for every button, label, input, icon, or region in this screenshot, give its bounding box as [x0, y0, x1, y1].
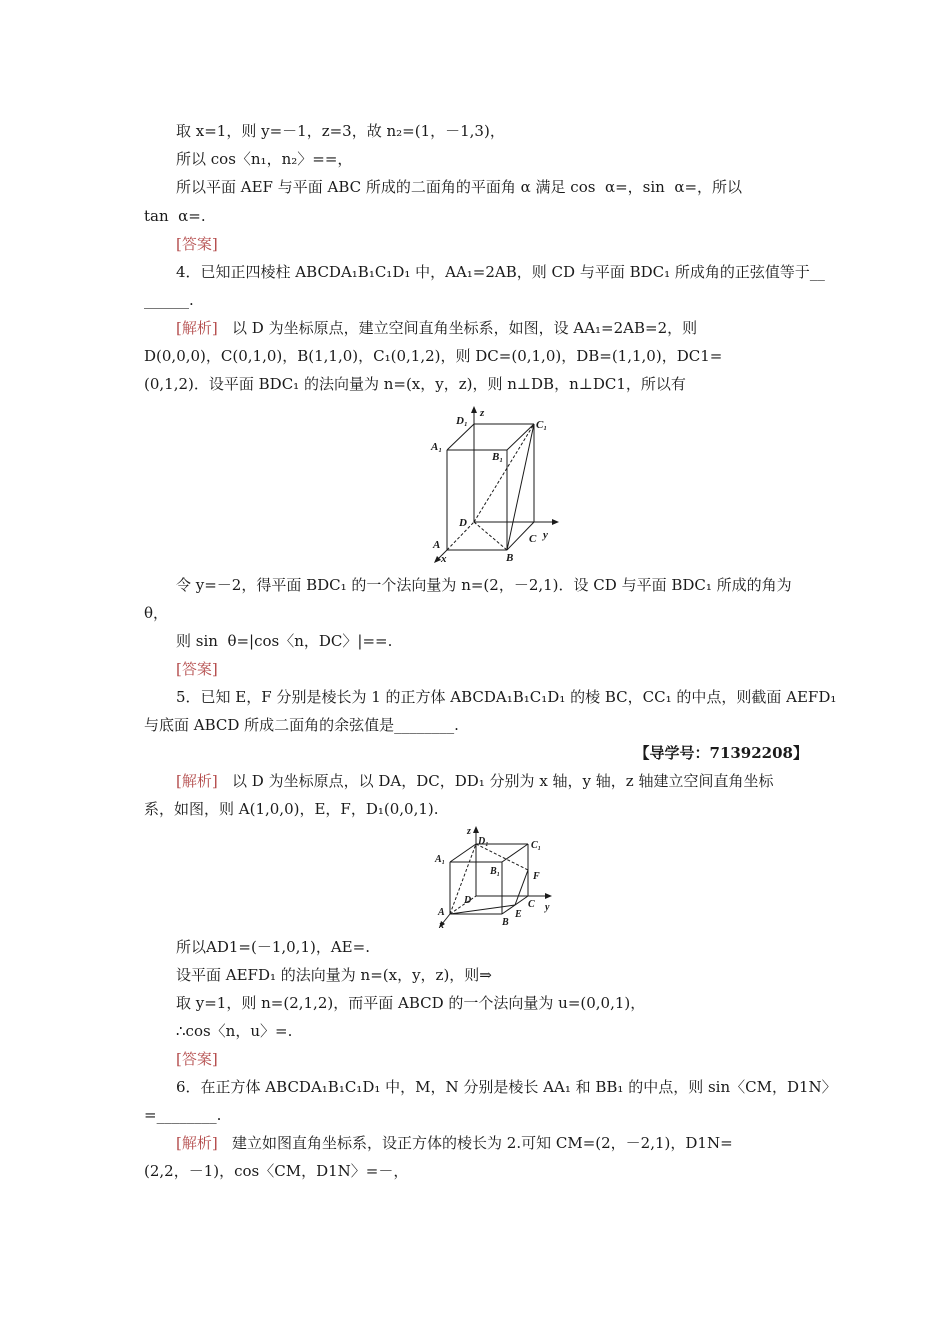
- axis-label: y: [545, 902, 550, 913]
- vertex-label: C₁: [531, 840, 542, 851]
- analysis-tag: [解析]: [176, 319, 218, 337]
- vertex-label: C: [528, 899, 535, 910]
- question-5: 5．已知 E，F 分别是棱长为 1 的正方体 ABCDA₁B₁C₁D₁ 的棱 BC，CC₁ 的中点，则截面 AEFD₁: [176, 688, 837, 706]
- guide-number: 【导学号：71392208】: [634, 744, 808, 762]
- text-line: 所以 cos〈n₁，n₂〉==，: [176, 150, 353, 168]
- text-line: (2,2，－1)，cos〈CM，D1N〉=－，: [144, 1162, 409, 1180]
- text-line: ______.: [144, 291, 194, 309]
- analysis-tag: [解析]: [176, 772, 218, 790]
- text-line: 设平面 AEFD₁ 的法向量为 n=(x，y，z)，则⇒: [176, 966, 492, 984]
- vertex-label: B: [506, 552, 514, 564]
- vertex-label: D: [464, 895, 472, 906]
- analysis-line: [解析] 以 D 为坐标原点，以 DA，DC，DD₁ 分别为 x 轴，y 轴，z 轴建立空间直角坐标: [176, 772, 774, 790]
- axis-label: z: [480, 407, 485, 419]
- vertex-label: D₁: [456, 415, 468, 427]
- text-line: (0,1,2)．设平面 BDC₁ 的法向量为 n=(x，y，z)，则 n⊥DB，n⊥DC1，所以有: [144, 375, 686, 393]
- vertex-label: B: [502, 917, 509, 928]
- text-line: 取 y=1，则 n=(2,1,2)，而平面 ABCD 的一个法向量为 u=(0,0,1)，: [176, 994, 646, 1012]
- text-line: tan α=.: [144, 207, 206, 225]
- analysis-line: [解析] 建立如图直角坐标系，设正方体的棱长为 2.可知 CM=(2，－2,1)，D1N=: [176, 1134, 733, 1152]
- question-6: 6．在正方体 ABCDA₁B₁C₁D₁ 中，M，N 分别是棱长 AA₁ 和 BB₁ 的中点，则 sin〈CM，D1N〉: [176, 1078, 837, 1096]
- vertex-label: C₁: [536, 419, 548, 431]
- cube-figure: [430, 824, 560, 932]
- analysis-tag: [解析]: [176, 1134, 218, 1152]
- vertex-label: A₁: [435, 854, 446, 865]
- text-line: 系，如图，则 A(1,0,0)，E，F，D₁(0,0,1).: [144, 800, 439, 818]
- vertex-label: C: [529, 533, 537, 545]
- text-line: 取 x=1，则 y=－1，z=3，故 n₂=(1，－1,3)，: [176, 122, 505, 140]
- answer-tag: [答案]: [176, 235, 218, 253]
- axis-label: y: [543, 529, 548, 541]
- vertex-label: F: [533, 871, 540, 882]
- text-line: =________.: [144, 1106, 222, 1124]
- text-line: 所以AD1=(－1,0,1)，AE=.: [176, 938, 370, 956]
- vertex-label: D₁: [478, 836, 489, 847]
- text-line: 令 y=－2，得平面 BDC₁ 的一个法向量为 n=(2，－2,1)．设 CD 与平面 BDC₁ 所成的角为: [176, 576, 792, 594]
- vertex-label: D: [459, 517, 467, 529]
- text-line: 所以平面 AEF 与平面 ABC 所成的二面角的平面角 α 满足 cos α=，sin α=，所以: [176, 178, 743, 196]
- text-line: ∴cos〈n，u〉=.: [176, 1022, 293, 1040]
- text-line: D(0,0,0)，C(0,1,0)，B(1,1,0)，C₁(0,1,2)，则 DC=(0,1,0)，DB=(1,1,0)，DC1=: [144, 347, 723, 365]
- vertex-label: A₁: [431, 441, 443, 453]
- question-4: 4．已知正四棱柱 ABCDA₁B₁C₁D₁ 中，AA₁=2AB，则 CD 与平面 BDC₁ 所成角的正弦值等于__: [176, 263, 825, 281]
- answer-tag: [答案]: [176, 660, 218, 678]
- text-line: 与底面 ABCD 所成二面角的余弦值是________.: [144, 716, 459, 734]
- vertex-label: A: [433, 539, 441, 551]
- axis-label: x: [441, 553, 447, 564]
- vertex-label: B₁: [492, 451, 504, 463]
- axis-label: x: [439, 920, 444, 931]
- axis-label: z: [467, 826, 471, 837]
- prism-figure: [425, 402, 565, 564]
- vertex-label: E: [515, 909, 522, 920]
- vertex-label: B₁: [490, 866, 501, 877]
- vertex-label: A: [438, 907, 445, 918]
- text-line: 则 sin θ=|cos〈n，DC〉|==.: [176, 632, 393, 650]
- answer-tag: [答案]: [176, 1050, 218, 1068]
- analysis-line: [解析] 以 D 为坐标原点，建立空间直角坐标系，如图，设 AA₁=2AB=2，则: [176, 319, 698, 337]
- text-line: θ，: [144, 604, 169, 622]
